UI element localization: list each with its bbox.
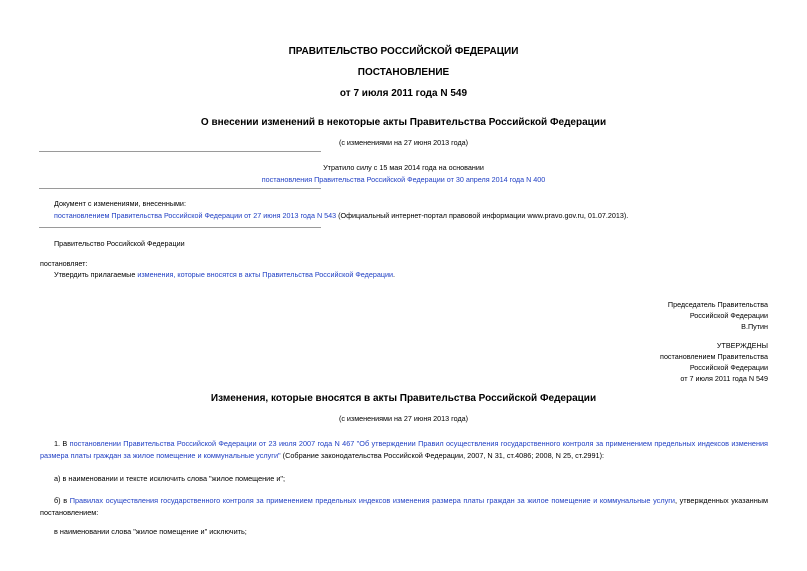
paragraph-1-line-2 (40, 450, 768, 462)
paragraph-1 (40, 438, 768, 462)
amendments-line (54, 211, 628, 220)
document-title: О внесении изменений в некоторые акты Правительства Российской Федерации (200, 117, 607, 128)
lost-force-basis-link[interactable]: постановления Правительства Российской Федерации от 30 апреля 2014 года N 400 (261, 175, 546, 184)
signature-name: В.Путин (741, 322, 768, 331)
signature-title-2: Российской Федерации (689, 311, 768, 320)
signature-title: Председатель Правительства (667, 300, 768, 309)
changes-title: Изменения, которые вносятся в акты Правительства Российской Федерации (210, 393, 597, 404)
amendment-decree-link[interactable]: постановлением Правительства Российской Федерации от 27 июня 2013 года N 543 (54, 211, 337, 220)
item-b-prefix: б) в (54, 496, 70, 505)
approved-by: постановлением Правительства (660, 352, 768, 361)
changes-revision: (с изменениями на 27 июня 2013 года) (338, 414, 469, 423)
divider (39, 188, 321, 189)
item-a: а) в наименовании и тексте исключить слова "жилое помещение и"; (54, 474, 286, 483)
decree-467-link-cont[interactable]: размера платы граждан за жилое помещение и коммунальные услуги" (40, 451, 281, 460)
lost-force-note: Утратило силу с 15 мая 2014 года на основании (323, 163, 484, 172)
approved-date: от 7 июля 2011 года N 549 (680, 374, 768, 383)
divider (39, 227, 321, 228)
paragraph-1-line-1 (40, 438, 768, 450)
item-c: в наименовании слова "жилое помещение и" исключить; (54, 527, 247, 536)
revision-note: (с изменениями на 27 июня 2013 года) (338, 138, 469, 147)
item-b-line-2: постановлением: (40, 508, 99, 517)
rules-link[interactable]: Правилах осуществления государственного контроля за применением предельных индексов изменения размера платы граждан за жилое помещение и коммунальные услуги (69, 496, 675, 505)
approved-by-2: Российской Федерации (689, 363, 768, 372)
changes-link[interactable]: изменения, которые вносятся в акты Правительства Российской Федерации (137, 270, 393, 279)
item-b-suffix: , утвержденных указанным (674, 496, 768, 505)
document-type: ПОСТАНОВЛЕНИЕ (357, 67, 450, 78)
decides-text: постановляет: (40, 259, 88, 268)
approved-stamp: УТВЕРЖДЕНЫ (716, 341, 768, 350)
paragraph-1-prefix: 1. В (54, 439, 70, 448)
divider (39, 151, 321, 152)
approve-prefix: Утвердить прилагаемые (54, 270, 138, 279)
government-name: ПРАВИТЕЛЬСТВО РОССИЙСКОЙ ФЕДЕРАЦИИ (288, 46, 519, 57)
amendments-label: Документ с изменениями, внесенными: (54, 199, 186, 208)
approve-line (54, 270, 395, 279)
government-text: Правительство Российской Федерации (54, 239, 185, 248)
item-b (40, 495, 768, 519)
approve-suffix: . (392, 270, 395, 279)
document-date: от 7 июля 2011 года N 549 (339, 88, 468, 99)
decree-467-link[interactable]: постановлении Правительства Российской Федерации от 23 июля 2007 года N 467 "Об утверждении Правил осуществления государственного контроля за применением предельных индексов изменения (69, 439, 768, 448)
amendment-source: (Официальный интернет-портал правовой информации www.pravo.gov.ru, 01.07.2013). (336, 211, 629, 220)
item-b-line-1 (40, 495, 768, 507)
paragraph-1-suffix: (Собрание законодательства Российской Федерации, 2007, N 31, ст.4086; 2008, N 25, ст.2991): (280, 451, 605, 460)
